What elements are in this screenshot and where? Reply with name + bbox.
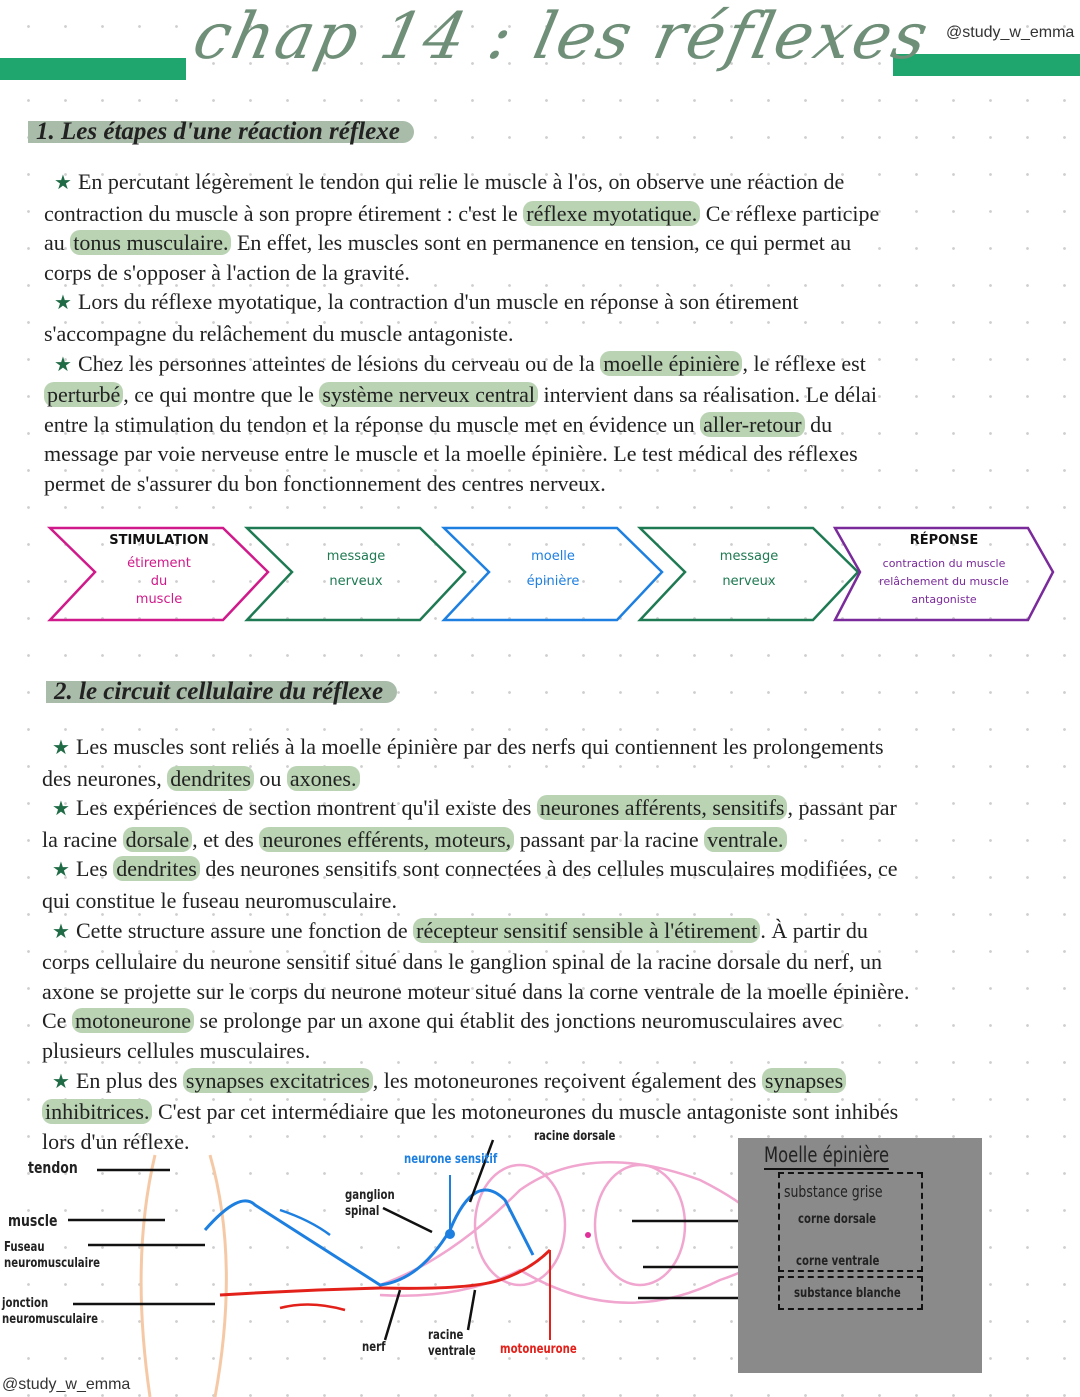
highlighted-term: système nerveux central — [319, 382, 538, 407]
text-segment: intervient dans sa réalisation. Le délai — [537, 382, 878, 408]
highlighted-term: axones. — [287, 766, 360, 791]
star-bullet-icon: ★ — [54, 353, 72, 376]
flow-step-line: message — [719, 549, 779, 564]
text-segment: Cette structure assure une fonction de — [75, 917, 414, 943]
flow-step-line: moelle — [531, 549, 575, 564]
text-line — [44, 258, 879, 288]
text-segment: En percutant légèrement le tendon qui relie le muscle à l'os, on observe une réaction de — [77, 169, 845, 194]
text-line — [52, 916, 909, 948]
header-bar-left — [0, 58, 186, 80]
star-bullet-icon: ★ — [54, 172, 72, 194]
highlighted-term: synapses — [762, 1068, 846, 1093]
highlighted-term: moelle épinière — [600, 351, 742, 376]
flow-step-text — [474, 548, 632, 598]
text-segment: plusieurs cellules musculaires. — [42, 1037, 311, 1063]
flow-step-text — [865, 532, 1023, 609]
text-segment: se prolonge par un axone qui établit des jonctions neuromusculaires avec — [194, 1008, 843, 1034]
star-bullet-icon: ★ — [54, 292, 72, 315]
flow-step-text — [80, 532, 238, 609]
flow-step-text — [670, 548, 828, 598]
text-line — [42, 886, 909, 916]
flow-step-line: épinière — [526, 574, 580, 589]
text-line — [42, 825, 909, 855]
text-segment: C'est par cet intermédiaire que les motoneurones du muscle antagoniste sont inhibés — [152, 1099, 899, 1125]
highlighted-term: inhibitrices. — [42, 1099, 152, 1124]
text-segment: Les expériences de section montrent qu'il existe des — [75, 795, 537, 821]
flow-step-line: étirement — [127, 556, 191, 571]
section2-body — [42, 732, 909, 1156]
text-line — [42, 1006, 909, 1036]
text-line — [44, 228, 879, 258]
text-segment: Lors du réflexe myotatique, la contraction d'un muscle en réponse à son étirement — [77, 289, 799, 315]
text-segment: des neurones, — [42, 765, 168, 791]
highlighted-term: neurones efférents, moteurs, — [259, 827, 514, 852]
label-ganglion: ganglion spinal — [345, 1188, 395, 1219]
text-line — [52, 732, 909, 764]
text-segment: passant par la racine — [514, 826, 705, 852]
text-segment: corps de s'opposer à l'action de la gravité. — [44, 259, 410, 285]
flow-step-title: RÉPONSE — [909, 533, 979, 548]
star-bullet-icon: ★ — [52, 1070, 70, 1093]
label-muscle: muscle — [8, 1211, 58, 1230]
text-segment: Les muscles sont reliés à la moelle épinière par des nerfs qui contiennent les prolongements — [75, 734, 884, 759]
reflex-flow-diagram — [0, 520, 1080, 630]
label-racine-dorsale: racine dorsale — [534, 1129, 616, 1144]
flow-step-title: STIMULATION — [109, 533, 209, 548]
text-line — [44, 439, 879, 469]
text-segment: Chez les personnes atteintes de lésions du cerveau ou de la — [77, 350, 601, 376]
legend-substance-blanche: substance blanche — [794, 1286, 901, 1301]
label-tendon: tendon — [28, 1158, 78, 1177]
text-segment: permet de s'assurer du bon fonctionnement des centres nerveux. — [44, 470, 606, 496]
flow-step-line: message — [326, 549, 386, 564]
author-handle: @study_w_emma — [946, 24, 1075, 41]
text-segment: s'accompagne du relâchement du muscle antagoniste. — [44, 320, 514, 346]
section2-title: 2. le circuit cellulaire du réflexe — [46, 681, 397, 703]
text-segment: Ce — [42, 1008, 72, 1034]
text-line — [52, 1066, 909, 1098]
text-segment: Ce réflexe participe — [700, 200, 880, 226]
highlighted-term: récepteur sensitif sensible à l'étirement — [413, 918, 760, 943]
flow-step-text — [277, 548, 435, 598]
text-segment: , passant par — [787, 795, 897, 821]
highlighted-term: motoneurone — [72, 1008, 194, 1033]
label-neurone-sensitif: neurone sensitif — [404, 1152, 498, 1167]
text-line — [42, 1036, 909, 1066]
flow-step-line: antagoniste — [911, 593, 977, 606]
label-nerf: nerf — [362, 1340, 386, 1355]
text-segment: des neurones sensitifs sont connectées à des cellules musculaires modifiées, ce — [199, 856, 898, 882]
flow-step-line: relâchement du muscle — [879, 575, 1009, 588]
flow-step-line: contraction du muscle — [882, 557, 1006, 570]
text-segment: axone se projette sur le corps du neurone moteur situé dans la corne ventrale de la moelle épinière. — [42, 978, 910, 1004]
highlighted-term: dorsale — [123, 827, 193, 852]
legend-title: Moelle épinière — [764, 1142, 889, 1170]
legend-corne-ventrale: corne ventrale — [796, 1254, 880, 1269]
star-bullet-icon: ★ — [52, 737, 70, 759]
text-segment: contraction du muscle à son propre étirement : c'est le — [44, 200, 524, 226]
label-motoneurone: motoneurone — [500, 1342, 577, 1357]
highlighted-term: réflexe myotatique. — [523, 201, 700, 226]
section1-body — [44, 167, 879, 499]
text-segment: . À partir du — [760, 917, 868, 943]
highlighted-term: ventrale. — [704, 827, 786, 852]
text-segment: lors d'un réflexe. — [42, 1128, 190, 1154]
highlighted-term: dendrites — [113, 856, 200, 881]
text-line — [42, 947, 909, 977]
text-segment: ou — [253, 765, 287, 791]
text-line — [52, 854, 909, 886]
text-segment: corps cellulaire du neurone sensitif situé dans le ganglion spinal de la racine dorsale du nerf, un — [42, 949, 883, 975]
text-segment: qui constitue le fuseau neuromusculaire. — [42, 887, 397, 913]
text-segment: En effet, les muscles sont en permanence en tension, ce qui permet au — [231, 230, 852, 256]
highlighted-term: aller-retour — [700, 412, 805, 437]
flow-step-line: nerveux — [329, 574, 383, 589]
text-segment: du — [804, 411, 833, 437]
text-line — [42, 764, 909, 794]
spinal-cord-legend-box — [738, 1138, 982, 1373]
text-segment: En plus des — [75, 1067, 183, 1093]
text-line — [44, 319, 879, 349]
text-line — [44, 410, 879, 440]
text-segment: , les motoneurones reçoivent également des — [372, 1067, 762, 1093]
star-bullet-icon: ★ — [52, 859, 70, 882]
highlighted-term: synapses excitatrices — [183, 1068, 373, 1093]
text-segment: , et des — [192, 826, 260, 852]
text-segment: entre la stimulation du tendon et la réponse du muscle met en évidence un — [44, 411, 701, 437]
highlighted-term: neurones afférents, sensitifs — [537, 795, 788, 820]
highlighted-term: tonus musculaire. — [70, 230, 231, 255]
label-racine-ventrale: racine ventrale — [428, 1328, 476, 1359]
star-bullet-icon: ★ — [52, 798, 70, 821]
text-line — [44, 380, 879, 410]
star-bullet-icon: ★ — [52, 920, 70, 943]
label-fuseau: Fuseau neuromusculaire — [4, 1240, 101, 1271]
flow-step-line: muscle — [135, 592, 183, 607]
text-segment: au — [44, 230, 71, 256]
section1-title: 1. Les étapes d'une réaction réflexe — [28, 121, 414, 143]
label-jonction: jonction neuromusculaire — [2, 1296, 99, 1327]
text-line — [44, 199, 879, 229]
text-line — [54, 287, 879, 319]
page-title: chap 14 : les réflexes — [187, 0, 936, 74]
text-segment: Les — [75, 856, 114, 882]
legend-substance-grise: substance grise — [784, 1182, 883, 1201]
flow-step-line: nerveux — [722, 574, 776, 589]
text-segment: , le réflexe est — [742, 350, 866, 376]
text-segment: , ce qui montre que le — [123, 382, 320, 408]
text-line — [54, 349, 879, 381]
text-line — [42, 977, 909, 1007]
highlighted-term: dendrites — [167, 766, 254, 791]
flow-step-line: du — [150, 574, 168, 589]
text-line — [52, 793, 909, 825]
text-segment: message par voie nerveuse entre le muscle et la moelle épinière. Le test médical des réflexes — [44, 441, 858, 467]
text-segment: la racine — [42, 826, 123, 852]
legend-corne-dorsale: corne dorsale — [798, 1212, 877, 1227]
text-line — [54, 167, 879, 199]
footer-handle: @study_w_emma — [2, 1376, 131, 1393]
highlighted-term: perturbé — [44, 382, 123, 407]
text-line — [44, 469, 879, 499]
text-line — [42, 1097, 909, 1127]
